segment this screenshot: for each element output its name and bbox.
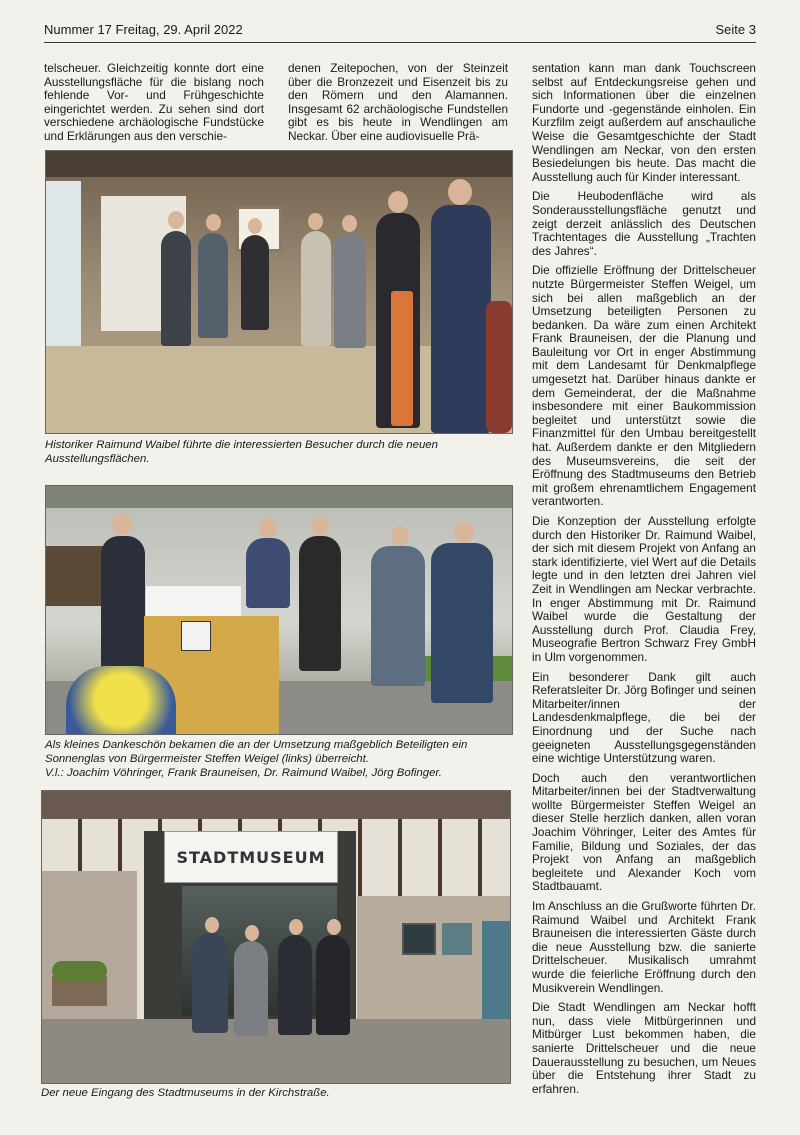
person bbox=[161, 231, 191, 346]
person-head bbox=[168, 211, 184, 229]
person bbox=[299, 536, 341, 671]
roof-edge bbox=[42, 791, 510, 819]
paragraph: sentation kann man dank Touchscreen selbst auf Entdeckungsreise gehen und sich Informationen über die einzelnen Fundorte und -gegenstände einholen. Ein Kurzfilm zeigt außerdem auf anschauliche Weise die Gesamtgeschichte der Stadt Wendlingen am Neckar, von den ersten Besiedelungen bis heute. Das macht die Ausstellung auch für Kinder interessant. bbox=[532, 61, 756, 184]
window bbox=[402, 923, 436, 955]
page-number: Seite 3 bbox=[715, 22, 756, 37]
plant bbox=[52, 961, 107, 981]
ceiling-beam bbox=[46, 151, 512, 177]
shutter bbox=[442, 923, 472, 955]
person bbox=[198, 233, 228, 338]
orange-trousers bbox=[391, 291, 413, 426]
person bbox=[316, 935, 350, 1035]
person-head bbox=[259, 518, 277, 538]
caption-photo-2-names: V.l.: Joachim Vöhringer, Frank Brauneisen, Dr. Raimund Waibel, Jörg Bofinger. bbox=[45, 766, 442, 779]
paragraph: Die offizielle Eröffnung der Drittelscheuer nutzte Bürgermeister Steffen Weigel, um sich bei allen maßgeblich an der Umsetzung beteiligten Personen zu bedanken. Da wäre zum einen Architekt Frank Brauneisen, der die Planung und Bauleitung vor Ort in enger Abstimmung mit dem Landesamt für Denkmalpflege umgesetzt hat. Darüber hinaus dankte er dem Gemeinderat, der die Maßnahme insbesondere mit einer Baukommission begleitet und unterstützt sowie die Finanzmittel für den Umbau bereitgestellt hat. Außerdem dankte er den Mitgliedern des Museumsvereins, die seit der Eröffnung des Stadtmuseums den Betrieb mit großem ehrenamtlichem Engagement verantworten. bbox=[532, 263, 756, 509]
person-mayor bbox=[101, 536, 145, 671]
caption-photo-3: Der neue Eingang des Stadtmuseums in der Kirchstraße. bbox=[41, 1087, 330, 1099]
tent-roof bbox=[46, 486, 512, 508]
person-head bbox=[342, 215, 357, 232]
person bbox=[241, 235, 269, 330]
town-emblem bbox=[181, 621, 211, 651]
person bbox=[234, 941, 268, 1036]
person-head bbox=[311, 516, 329, 536]
person bbox=[246, 538, 290, 608]
paragraph: Die Stadt Wendlingen am Neckar hofft nun, dass viele Mitbürgerinnen und Mitbürger Lust bekommen haben, die sanierte Drittelscheuer und die neue Dauerausstellung zu besuchen, um Neues über die Entstehung ihrer Stadt zu erfahren. bbox=[532, 1000, 756, 1096]
fence bbox=[46, 546, 106, 606]
page-header bbox=[44, 22, 756, 43]
caption-photo-1: Historiker Raimund Waibel führte die interessierten Besucher durch die neuen Ausstellungsflächen. bbox=[45, 439, 438, 465]
museum-sign bbox=[164, 831, 338, 883]
paragraph: Die Heubodenfläche wird als Sonderausstellungsfläche genutzt und zeigt derzeit anlässlich des Deutschen Trachtentages die Ausstellung „Trachten des Jahres“. bbox=[532, 189, 756, 258]
person bbox=[192, 933, 228, 1033]
paragraph: Ein besonderer Dank gilt auch Referatsleiter Dr. Jörg Bofinger und seinen Mitarbeiter/innen der Landesdenkmalpflege, die bei der Einordnung und der Suche nach geeigneten Ausstellungsgegenständen eine wichtige Unterstützung waren. bbox=[532, 669, 756, 766]
person-head bbox=[391, 526, 409, 546]
blue-door bbox=[482, 921, 510, 1021]
person bbox=[278, 935, 312, 1035]
person-head bbox=[388, 191, 408, 213]
photo-exhibition-visitors bbox=[45, 150, 513, 434]
issue-date: Nummer 17 Freitag, 29. April 2022 bbox=[44, 22, 243, 37]
person-head bbox=[245, 925, 259, 941]
paragraph: Die Konzeption der Ausstellung erfolgte durch den Historiker Dr. Raimund Waibel, der sich mit diesem Projekt von Anfang an stark identifizierte, viel Wert auf die Details legte und in den letzten drei Jahren viel Zeit in Wendlingen am Neckar verbrachte. In enger Abstimmung mit Dr. Raimund Waibel wurde die Gestaltung der Ausstellung durch Prof. Claudia Frey, Museografie Bertron Schwarz Frey GmbH in Ulm vorgenommen. bbox=[532, 514, 756, 664]
person bbox=[371, 546, 425, 686]
caption-photo-2-text: Als kleines Dankeschön bekamen die an der Umsetzung maßgeblich Beteiligten ein Sonnenglas von Bürgermeister Steffen Weigel (links) überreicht. bbox=[45, 739, 468, 765]
article-column-1: telscheuer. Gleichzeitig konnte dort eine Ausstellungsfläche für die bislang noch fehlende Vor- und Frühgeschichte eingerichtet werden. Zu sehen sind dort verschiedene archäologische Fundstücke und Erklärungen aus den verschie- bbox=[44, 61, 264, 143]
flower-arrangement bbox=[66, 666, 176, 734]
person bbox=[431, 205, 491, 433]
person-head bbox=[248, 218, 262, 234]
person-head bbox=[289, 919, 303, 935]
person-head bbox=[448, 179, 472, 205]
caption-photo-2 bbox=[45, 739, 515, 780]
person bbox=[486, 301, 512, 433]
museum-sign-text: STADTMUSEUM bbox=[176, 847, 326, 867]
person-head bbox=[327, 919, 341, 935]
article-column-2: denen Zeitepochen, von der Steinzeit über die Bronzezeit und Eisenzeit bis zu den Römern und den Alamannen. Insgesamt 62 archäologische Fundstellen gibt es bis heute in Wendlingen am Neckar. Über eine audiovisuelle Prä- bbox=[288, 61, 508, 143]
person-head bbox=[454, 521, 474, 543]
photo-museum-entrance bbox=[41, 790, 511, 1084]
person bbox=[301, 231, 331, 346]
person-head bbox=[206, 214, 221, 231]
person bbox=[334, 233, 366, 348]
pavement bbox=[42, 1019, 510, 1083]
person bbox=[431, 543, 493, 703]
person-head bbox=[308, 213, 323, 230]
person-head bbox=[112, 513, 132, 535]
paragraph: Im Anschluss an die Grußworte führten Dr. Raimund Waibel und Architekt Frank Brauneisen die interessierten Gäste durch die neue Ausstellung bzw. die sanierte Drittelscheuer. Musikalisch umrahmt wurde die feierliche Eröffnung durch den Musikverein Wendlingen. bbox=[532, 899, 756, 995]
paragraph: Doch auch den verantwortlichen Mitarbeiter/innen bei der Stadtverwaltung wollte Bürgermeister Steffen Weigel an dieser Stelle herzlich danken, allen voran Joachim Vöhringer, Leiter des Amtes für Familie, Bildung und Soziales, der das Projekt von Anfang an maßgeblich begleitete und Alexander Koch vom Stadtbauamt. bbox=[532, 770, 756, 894]
photo-thank-you-presentation bbox=[45, 485, 513, 735]
person-head bbox=[205, 917, 219, 933]
article-column-3 bbox=[532, 62, 756, 1102]
